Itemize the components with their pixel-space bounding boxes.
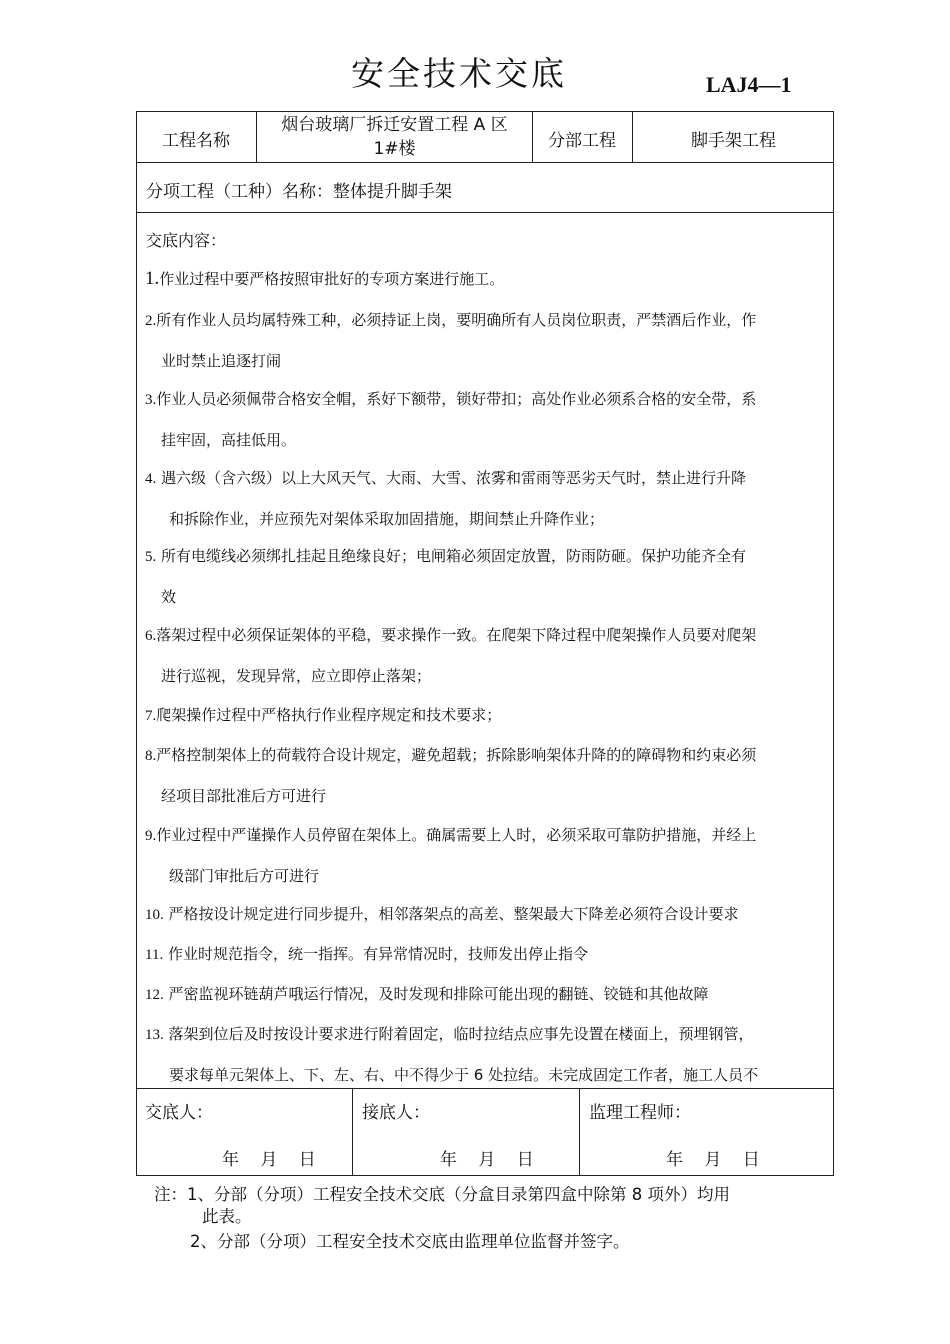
item-text: 落架过程中必须保证架体的平稳，要求操作一致。在爬架下降过程中爬架操作人员要对爬架	[156, 626, 757, 644]
item-number: 12.	[145, 987, 164, 1003]
content-item	[145, 1014, 827, 1087]
item-continuation: 挂牢固，高挂低用。	[161, 431, 297, 449]
item-text: 作业人员必须佩带合格安全帽，系好下额带，锁好带扣；高处作业必须系合格的安全带，系	[156, 390, 757, 408]
item-continuation: 经项目部批准后方可进行	[161, 787, 327, 805]
content-item	[145, 815, 827, 896]
column-divider	[579, 1088, 580, 1176]
document-title: 安全技术交底	[351, 54, 567, 93]
row-divider	[136, 1088, 834, 1089]
item-continuation: 要求每单元架体上、下、左、右、中不得少于 6 处拉结。未完成固定工作者，施工人员不	[169, 1066, 759, 1084]
sub-item-name: 分项工程（工种）名称：整体提升脚手架	[146, 182, 452, 202]
item-number: 10.	[145, 907, 164, 923]
project-name-value	[258, 113, 531, 161]
content-item	[145, 934, 827, 975]
column-divider	[632, 111, 633, 163]
item-text: 所有电缆线必须绑扎挂起且绝缘良好；电闸箱必须固定放置，防雨防砸。保护功能齐全有	[156, 547, 747, 565]
receiver-label: 接底人：	[362, 1103, 430, 1123]
item-number: 8.	[145, 748, 157, 764]
item-number: 13.	[145, 1027, 164, 1043]
item-text: 严密监视环链葫芦哦运行情况，及时发现和排除可能出现的翻链、铰链和其他故障	[163, 985, 709, 1003]
item-number: 5.	[145, 549, 157, 565]
discloser-date: 年 月 日	[222, 1150, 316, 1170]
item-text: 落架到位后及时按设计要求进行附着固定，临时拉结点应事先设置在楼面上，预埋钢管，	[163, 1025, 754, 1043]
item-text: 遇六级（含六级）以上大风天气、大雨、大雪、浓雾和雷雨等恶劣天气时，禁止进行升降	[156, 469, 747, 487]
note-1-line2: 此表。	[202, 1207, 252, 1226]
form-code: LAJ4—1	[706, 72, 792, 97]
item-number: 7.	[145, 708, 157, 724]
content-item	[145, 379, 827, 460]
item-text: 爬架操作过程中严格执行作业程序规定和技术要求；	[156, 706, 502, 724]
item-number: 4.	[145, 471, 157, 487]
content-label: 交底内容：	[146, 231, 227, 250]
item-text: 作业过程中要严格按照审批好的专项方案进行施工。	[159, 270, 505, 288]
note-2: 2、分部（分项）工程安全技术交底由监理单位监督并签字。	[190, 1232, 630, 1251]
item-text: 严格控制架体上的荷载符合设计规定，避免超载；拆除影响架体升降的的障碍物和约束必须	[156, 746, 757, 764]
content-item	[145, 536, 827, 617]
note-1-line1: 注：1、分部（分项）工程安全技术交底（分盒目录第四盒中除第 8 项外）均用	[154, 1185, 730, 1204]
discloser-label: 交底人：	[145, 1103, 213, 1123]
item-continuation: 进行巡视，发现异常，应立即停止落架；	[161, 667, 432, 685]
item-number: 2.	[145, 313, 157, 329]
column-divider	[352, 1088, 353, 1176]
content-item	[145, 695, 827, 736]
content-item	[145, 894, 827, 935]
sub-project-label: 分部工程	[548, 131, 616, 151]
item-number: 6.	[145, 628, 157, 644]
content-item	[145, 300, 827, 381]
content-item	[145, 458, 827, 539]
row-divider	[136, 162, 834, 163]
item-text: 所有作业人员均属特殊工种，必须持证上岗，要明确所有人员岗位职责，严禁酒后作业，作	[156, 311, 757, 329]
item-text: 作业过程中严谨操作人员停留在架体上。确属需要上人时，必须采取可靠防护措施，并经上	[156, 826, 757, 844]
item-text: 严格按设计规定进行同步提升，相邻落架点的高差、整架最大下降差必须符合设计要求	[163, 905, 739, 923]
item-continuation: 效	[161, 588, 177, 606]
supervisor-date: 年 月 日	[666, 1150, 760, 1170]
project-name-label: 工程名称	[162, 131, 230, 151]
item-number: 1.	[145, 268, 160, 289]
content-item	[145, 735, 827, 816]
project-name-line1: 烟台玻璃厂拆迁安置工程 A 区	[281, 115, 508, 135]
project-name-line2: 1#楼	[373, 139, 416, 159]
content-item	[145, 974, 827, 1015]
column-divider	[256, 111, 257, 163]
item-continuation: 和拆除作业，并应预先对架体采取加固措施，期间禁止升降作业；	[169, 510, 605, 528]
item-text: 作业时规范指令，统一指挥。有异常情况时，技师发出停止指令	[163, 945, 588, 963]
receiver-date: 年 月 日	[440, 1150, 534, 1170]
supervisor-label: 监理工程师：	[589, 1103, 691, 1123]
item-continuation: 业时禁止追逐打闹	[161, 352, 282, 370]
item-number: 11.	[145, 947, 164, 963]
item-number: 9.	[145, 828, 157, 844]
sub-project-value: 脚手架工程	[691, 131, 776, 151]
disclosure-content	[137, 213, 833, 1087]
content-item	[145, 615, 827, 696]
item-number: 3.	[145, 392, 157, 408]
content-item	[145, 259, 827, 299]
item-continuation: 级部门审批后方可进行	[169, 867, 320, 885]
